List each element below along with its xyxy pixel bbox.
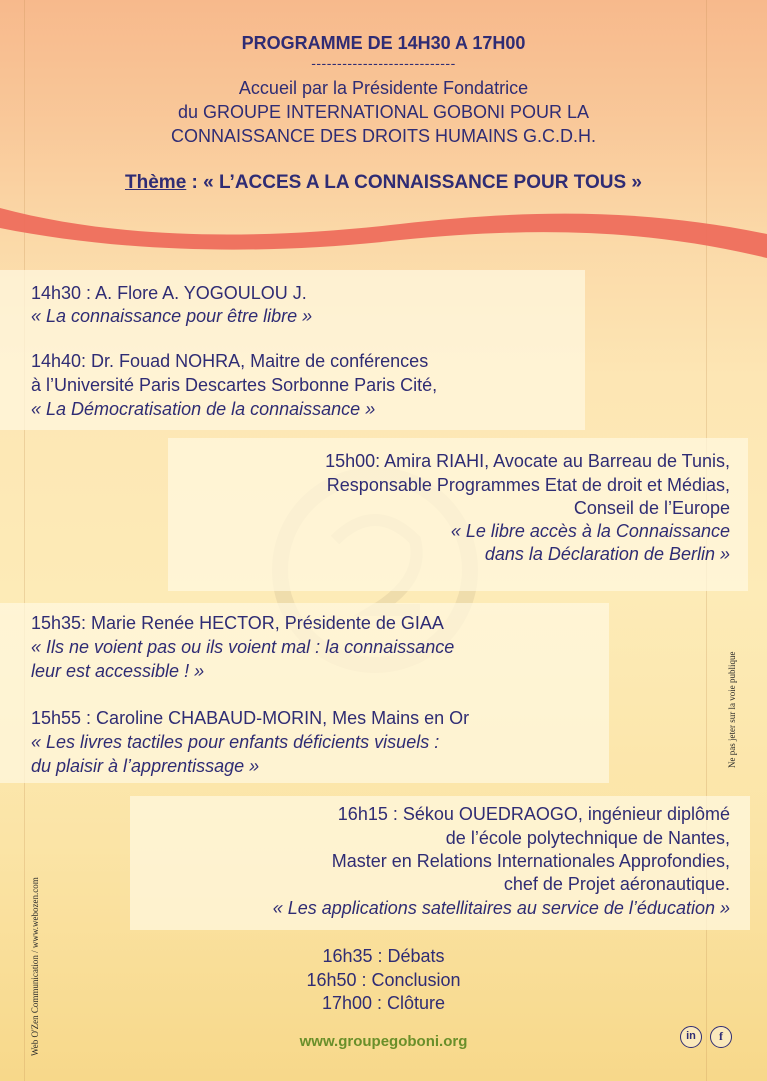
session-1-talk: « La connaissance pour être libre » (31, 306, 313, 326)
decorative-wave (0, 200, 767, 260)
session-6-speaker: 16h15 : Sékou OUEDRAOGO, ingénieur diplômé (337, 804, 730, 824)
session-2-talk: « La Démocratisation de la connaissance » (31, 399, 376, 419)
session-6-degree: Master en Relations Internationales Approfondies, (331, 851, 730, 871)
welcome-line-1: Accueil par la Présidente Fondatrice (238, 78, 529, 98)
session-3-role: Responsable Programmes Etat de droit et Médias, (326, 475, 730, 495)
session-5-talk-line-1: « Les livres tactiles pour enfants déficients visuels : (31, 732, 440, 752)
theme (0, 172, 767, 194)
closing-item-cloture: 17h00 : Clôture (321, 993, 446, 1013)
linkedin-icon[interactable]: in (680, 1026, 702, 1048)
session-1-speaker: 14h30 : A. Flore A. YOGOULOU J. (31, 283, 307, 303)
session-2-speaker: 14h40: Dr. Fouad NOHRA, Maitre de conférences (31, 351, 429, 371)
welcome-line-3: CONNAISSANCE DES DROITS HUMAINS G.C.D.H. (170, 126, 597, 146)
disposal-notice: Ne pas jeter sur la voie publique (727, 651, 737, 768)
session-6-talk: « Les applications satellitaires au service de l’éducation » (272, 898, 730, 918)
session-5-talk-line-2: du plaisir à l’apprentissage » (31, 756, 260, 776)
session-6-role: chef de Projet aéronautique. (503, 874, 730, 894)
session-2-affiliation: à l’Université Paris Descartes Sorbonne Paris Cité, (31, 375, 438, 395)
session-3-org: Conseil de l’Europe (573, 498, 730, 518)
session-4-talk-line-2: leur est accessible ! » (31, 661, 205, 681)
program-title: PROGRAMME DE 14H30 A 17H00 (241, 33, 526, 53)
facebook-icon[interactable]: f (710, 1026, 732, 1048)
session-4-speaker: 15h35: Marie Renée HECTOR, Présidente de GIAA (31, 613, 444, 633)
session-5-speaker: 15h55 : Caroline CHABAUD-MORIN, Mes Mains en Or (31, 708, 470, 728)
website-link[interactable]: www.groupegoboni.org (299, 1033, 468, 1050)
theme-label: Thème (125, 172, 187, 193)
header (0, 0, 767, 230)
title-divider: ---------------------------- (311, 55, 456, 71)
session-3-talk-line-1: « Le libre accès à la Connaissance (450, 521, 730, 541)
session-3-speaker: 15h00: Amira RIAHI, Avocate au Barreau de Tunis, (325, 451, 730, 471)
closing-item-conclusion: 16h50 : Conclusion (306, 969, 461, 990)
session-3-talk-line-2: dans la Déclaration de Berlin » (484, 544, 730, 564)
closing-item-debates: 16h35 : Débats (322, 946, 445, 966)
session-6-school: de l’école polytechnique de Nantes, (445, 828, 730, 848)
closing-schedule (0, 945, 767, 1016)
theme-text: : « L’ACCES A LA CONNAISSANCE POUR TOUS » (186, 172, 642, 193)
welcome-line-2: du GROUPE INTERNATIONAL GOBONI POUR LA (177, 102, 590, 122)
session-4-talk-line-1: « Ils ne voient pas ou ils voient mal : la connaissance (31, 637, 455, 657)
credit-text: Web O'Zen Communication / www.webozen.com (30, 877, 40, 1056)
